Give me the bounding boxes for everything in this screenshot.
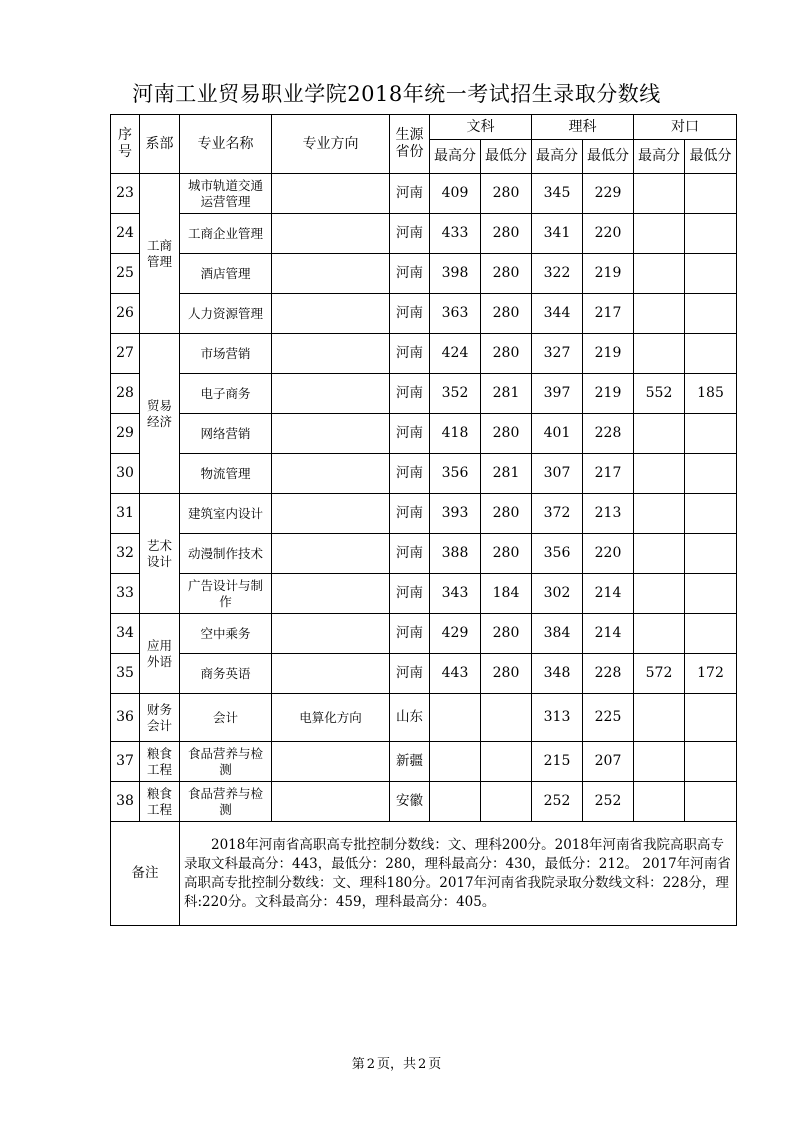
like-min: 213: [583, 494, 634, 534]
header-seq: 序 号: [111, 115, 140, 174]
header-wk-min: 最低分: [481, 140, 532, 174]
wenke-min: 280: [481, 334, 532, 374]
header-dept: 系部: [140, 115, 180, 174]
department-line: 艺术: [146, 537, 172, 553]
major-name: [180, 414, 272, 454]
duikou-max: [634, 294, 685, 334]
department-line: 外语: [146, 653, 172, 669]
duikou-min: 185: [685, 374, 737, 414]
row-number: 37: [111, 742, 140, 782]
wenke-max: [430, 742, 481, 782]
wenke-min: 280: [481, 294, 532, 334]
duikou-max: [634, 494, 685, 534]
major-direction: [272, 742, 390, 782]
major-line: 建筑室内设计: [187, 505, 263, 521]
header-duikou: 对口: [634, 115, 737, 140]
source-province: 河南: [390, 654, 430, 694]
wenke-max: 429: [430, 614, 481, 654]
like-min: 214: [583, 614, 634, 654]
table-row: [111, 782, 737, 822]
major-name: [180, 574, 272, 614]
like-max: 215: [532, 742, 583, 782]
like-max: 313: [532, 694, 583, 742]
like-min: 229: [583, 174, 634, 214]
like-max: 345: [532, 174, 583, 214]
header-wk-max: 最高分: [430, 140, 481, 174]
major-line: 市场营销: [200, 345, 251, 361]
department-line: 财务: [146, 701, 172, 717]
department-line: 工商: [146, 237, 172, 253]
source-province: 安徽: [390, 782, 430, 822]
major-direction: [272, 174, 390, 214]
duikou-min: [685, 742, 737, 782]
table-row: [111, 494, 737, 534]
source-province: 河南: [390, 374, 430, 414]
header-province: 生源 省份: [390, 115, 430, 174]
major-direction: [272, 214, 390, 254]
major-line: 商务英语: [200, 665, 251, 681]
major-line: 酒店管理: [200, 265, 251, 281]
major-line: 作: [219, 593, 232, 609]
header-dk-max: 最高分: [634, 140, 685, 174]
department-line: 粮食: [146, 785, 172, 801]
major-line: 人力资源管理: [187, 305, 263, 321]
source-province: 河南: [390, 254, 430, 294]
department-line: 管理: [146, 253, 172, 269]
like-min: 219: [583, 374, 634, 414]
duikou-max: [634, 334, 685, 374]
major-direction: [272, 254, 390, 294]
major-direction: 电算化方向: [272, 694, 390, 742]
row-number: 24: [111, 214, 140, 254]
duikou-max: [634, 534, 685, 574]
like-min: 217: [583, 454, 634, 494]
duikou-min: [685, 414, 737, 454]
header-like: 理科: [532, 115, 634, 140]
major-direction: [272, 782, 390, 822]
wenke-max: 424: [430, 334, 481, 374]
duikou-min: [685, 454, 737, 494]
like-max: 372: [532, 494, 583, 534]
major-line: 物流管理: [200, 465, 251, 481]
row-number: 38: [111, 782, 140, 822]
header-major: 专业名称: [180, 115, 272, 174]
source-province: 河南: [390, 574, 430, 614]
wenke-min: 281: [481, 374, 532, 414]
wenke-max: 393: [430, 494, 481, 534]
duikou-max: [634, 694, 685, 742]
row-number: 33: [111, 574, 140, 614]
duikou-min: [685, 294, 737, 334]
wenke-min: 280: [481, 534, 532, 574]
current-page: 2: [366, 1057, 375, 1072]
wenke-min: 184: [481, 574, 532, 614]
like-max: 307: [532, 454, 583, 494]
department-cell: [140, 174, 180, 334]
wenke-min: 280: [481, 654, 532, 694]
major-direction: [272, 534, 390, 574]
duikou-min: [685, 574, 737, 614]
duikou-min: [685, 494, 737, 534]
major-line: 城市轨道交通: [187, 177, 263, 193]
table-row: [111, 654, 737, 694]
like-min: 228: [583, 414, 634, 454]
major-line: 网络营销: [200, 425, 251, 441]
wenke-max: 388: [430, 534, 481, 574]
table-row: [111, 294, 737, 334]
wenke-max: 433: [430, 214, 481, 254]
wenke-min: 280: [481, 214, 532, 254]
duikou-max: [634, 254, 685, 294]
wenke-min: 280: [481, 614, 532, 654]
duikou-max: [634, 174, 685, 214]
major-line: 空中乘务: [200, 625, 251, 641]
table-row: [111, 374, 737, 414]
like-max: 341: [532, 214, 583, 254]
duikou-min: [685, 214, 737, 254]
major-line: 食品营养与检: [187, 785, 263, 801]
duikou-max: [634, 614, 685, 654]
duikou-max: [634, 742, 685, 782]
source-province: 新疆: [390, 742, 430, 782]
major-direction: [272, 374, 390, 414]
table-row: [111, 454, 737, 494]
row-number: 26: [111, 294, 140, 334]
wenke-max: 363: [430, 294, 481, 334]
wenke-max: 398: [430, 254, 481, 294]
major-name: [180, 214, 272, 254]
like-max: 344: [532, 294, 583, 334]
like-max: 384: [532, 614, 583, 654]
wenke-min: 280: [481, 254, 532, 294]
major-direction: [272, 574, 390, 614]
source-province: 河南: [390, 614, 430, 654]
like-min: 228: [583, 654, 634, 694]
duikou-min: [685, 782, 737, 822]
wenke-min: [481, 742, 532, 782]
row-number: 25: [111, 254, 140, 294]
table-row: [111, 414, 737, 454]
major-name: [180, 782, 272, 822]
row-number: 32: [111, 534, 140, 574]
table-row: [111, 174, 737, 214]
header-direction: 专业方向: [272, 115, 390, 174]
department-line: 会计: [146, 717, 172, 733]
duikou-max: 572: [634, 654, 685, 694]
page-title: 河南工业贸易职业学院2018年统一考试招生录取分数线: [132, 82, 661, 106]
major-direction: [272, 654, 390, 694]
page-footer: 第 2 页，共 2 页: [351, 1057, 442, 1072]
note-text: 2018年河南省高职高专批控制分数线：文、理科200分。2018年河南省我院高职高专录取文科最高分：443，最低分：280，理科最高分：430，最低分：212。 2017年河南省高职高专批控制分数线：文、理科180分。2017年河南省我院录取分数线文科：228分，理科:220分。文科最高分：459，理科最高分：405。: [180, 822, 737, 926]
source-province: 河南: [390, 454, 430, 494]
like-max: 252: [532, 782, 583, 822]
like-min: 219: [583, 254, 634, 294]
major-name: [180, 174, 272, 214]
row-number: 31: [111, 494, 140, 534]
source-province: 河南: [390, 414, 430, 454]
wenke-max: 343: [430, 574, 481, 614]
major-name: [180, 454, 272, 494]
like-min: 219: [583, 334, 634, 374]
like-max: 397: [532, 374, 583, 414]
wenke-max: 356: [430, 454, 481, 494]
note-label: 备注: [111, 822, 180, 926]
row-number: 27: [111, 334, 140, 374]
like-min: 217: [583, 294, 634, 334]
like-max: 401: [532, 414, 583, 454]
major-name: [180, 742, 272, 782]
major-line: 运营管理: [200, 193, 251, 209]
department-line: 粮食: [146, 745, 172, 761]
source-province: 河南: [390, 494, 430, 534]
department-cell: [140, 334, 180, 494]
row-number: 23: [111, 174, 140, 214]
major-line: 广告设计与制: [187, 577, 263, 593]
major-line: 工商企业管理: [187, 225, 263, 241]
row-number: 35: [111, 654, 140, 694]
header-wenke: 文科: [430, 115, 532, 140]
admission-score-table: [110, 114, 737, 926]
duikou-max: [634, 574, 685, 614]
like-max: 322: [532, 254, 583, 294]
header-dk-min: 最低分: [685, 140, 737, 174]
header-lk-min: 最低分: [583, 140, 634, 174]
table-row: [111, 574, 737, 614]
like-min: 252: [583, 782, 634, 822]
major-direction: [272, 414, 390, 454]
department-line: 设计: [146, 553, 172, 569]
department-cell: [140, 694, 180, 742]
major-line: 动漫制作技术: [187, 545, 263, 561]
major-line: 电子商务: [200, 385, 251, 401]
department-line: 贸易: [146, 397, 172, 413]
table-row: [111, 254, 737, 294]
duikou-max: [634, 782, 685, 822]
source-province: 山东: [390, 694, 430, 742]
table-row: [111, 214, 737, 254]
wenke-max: 443: [430, 654, 481, 694]
like-max: 356: [532, 534, 583, 574]
source-province: 河南: [390, 534, 430, 574]
source-province: 河南: [390, 174, 430, 214]
wenke-max: [430, 694, 481, 742]
header-lk-max: 最高分: [532, 140, 583, 174]
row-number: 29: [111, 414, 140, 454]
wenke-min: 281: [481, 454, 532, 494]
total-pages: 2: [418, 1057, 427, 1072]
major-name: [180, 534, 272, 574]
like-max: 327: [532, 334, 583, 374]
major-name: [180, 694, 272, 742]
like-max: 348: [532, 654, 583, 694]
major-line: 会计: [212, 709, 238, 725]
duikou-min: [685, 694, 737, 742]
like-min: 214: [583, 574, 634, 614]
duikou-min: [685, 534, 737, 574]
major-line: 测: [219, 761, 232, 777]
duikou-min: [685, 334, 737, 374]
wenke-max: 409: [430, 174, 481, 214]
like-min: 207: [583, 742, 634, 782]
like-min: 225: [583, 694, 634, 742]
wenke-min: 280: [481, 174, 532, 214]
department-cell: [140, 782, 180, 822]
major-line: 测: [219, 801, 232, 817]
major-name: [180, 294, 272, 334]
wenke-min: [481, 694, 532, 742]
major-line: 食品营养与检: [187, 745, 263, 761]
table-row: [111, 334, 737, 374]
duikou-max: [634, 214, 685, 254]
major-direction: [272, 494, 390, 534]
like-max: 302: [532, 574, 583, 614]
department-cell: [140, 614, 180, 694]
row-number: 34: [111, 614, 140, 654]
major-direction: [272, 454, 390, 494]
source-province: 河南: [390, 214, 430, 254]
duikou-max: [634, 414, 685, 454]
major-name: [180, 374, 272, 414]
department-line: 经济: [146, 413, 172, 429]
table-row: [111, 742, 737, 782]
duikou-max: [634, 454, 685, 494]
duikou-min: [685, 614, 737, 654]
source-province: 河南: [390, 294, 430, 334]
wenke-min: [481, 782, 532, 822]
wenke-max: 418: [430, 414, 481, 454]
major-direction: [272, 334, 390, 374]
major-direction: [272, 614, 390, 654]
duikou-min: [685, 254, 737, 294]
major-name: [180, 254, 272, 294]
source-province: 河南: [390, 334, 430, 374]
like-min: 220: [583, 534, 634, 574]
row-number: 36: [111, 694, 140, 742]
note-row: [111, 822, 737, 926]
major-name: [180, 494, 272, 534]
wenke-max: [430, 782, 481, 822]
like-min: 220: [583, 214, 634, 254]
department-line: 应用: [146, 637, 172, 653]
wenke-min: 280: [481, 414, 532, 454]
duikou-min: [685, 174, 737, 214]
row-number: 30: [111, 454, 140, 494]
table-row: [111, 534, 737, 574]
row-number: 28: [111, 374, 140, 414]
wenke-min: 280: [481, 494, 532, 534]
department-line: 工程: [146, 801, 172, 817]
table-row: [111, 614, 737, 654]
department-cell: [140, 494, 180, 614]
major-name: [180, 334, 272, 374]
duikou-max: 552: [634, 374, 685, 414]
duikou-min: 172: [685, 654, 737, 694]
major-name: [180, 654, 272, 694]
department-line: 工程: [146, 761, 172, 777]
table-row: [111, 694, 737, 742]
major-name: [180, 614, 272, 654]
wenke-max: 352: [430, 374, 481, 414]
department-cell: [140, 742, 180, 782]
major-direction: [272, 294, 390, 334]
